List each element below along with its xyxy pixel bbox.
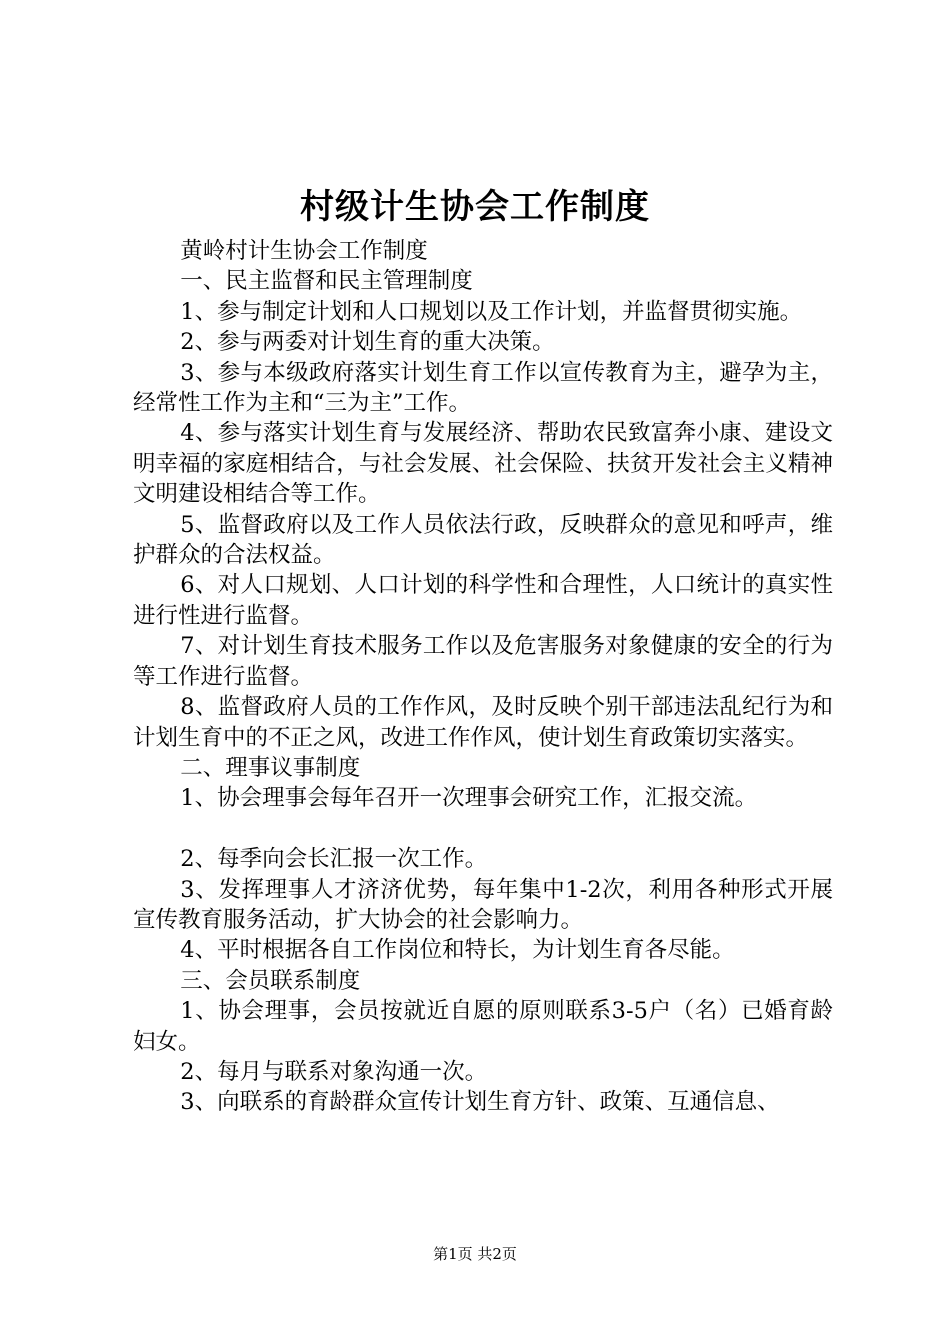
section-heading: 一、民主监督和民主管理制度 [180,268,473,295]
paragraph: 4、参与落实计划生育与发展经济、帮助农民致富奔小康、建设文明幸福的家庭相结合，与社会发展、社会保险、扶贫开发社会主义精神文明建设相结合等工作。 [133,420,833,508]
paragraph: 2、每月与联系对象沟通一次。 [180,1058,488,1085]
paragraph: 4、平时根据各自工作岗位和特长，为计划生育各尽能。 [180,937,735,964]
section-heading: 三、会员联系制度 [180,967,361,994]
paragraph: 8、监督政府人员的工作作风，及时反映个别干部违法乱纪行为和计划生育中的不正之风，改进工作作风，使计划生育政策切实落实。 [133,694,833,751]
paragraph: 黄岭村计生协会工作制度 [180,238,428,264]
paragraph: 3、向联系的育龄群众宣传计划生育方针、政策、互通信息、 [180,1089,780,1116]
paragraph: 6、对人口规划、人口计划的科学性和合理性，人口统计的真实性进行性进行监督。 [133,572,833,629]
paragraph: 1、协会理事会每年召开一次理事会研究工作，汇报交流。 [180,785,758,812]
document-title: 村级计生协会工作制度 [300,187,650,227]
paragraph: 3、参与本级政府落实计划生育工作以宣传教育为主，避孕为主，经常性工作为主和“三为主”工作。 [133,359,833,417]
paragraph: 2、参与两委对计划生育的重大决策。 [180,329,555,356]
section-heading: 二、理事议事制度 [180,754,361,781]
paragraph: 3、发挥理事人才济济优势，每年集中1-2次，利用各种形式开展宣传教育服务活动，扩大协会的社会影响力。 [133,876,833,933]
page-footer: 第1页 共2页 [433,1245,517,1263]
paragraph: 5、监督政府以及工作人员依法行政，反映群众的意见和呼声，维护群众的合法权益。 [133,511,833,569]
paragraph: 1、协会理事，会员按就近自愿的原则联系3-5户（名）已婚育龄妇女。 [133,998,833,1055]
document-body [133,236,833,1118]
paragraph: 1、参与制定计划和人口规划以及工作计划，并监督贯彻实施。 [180,298,803,325]
paragraph: 7、对计划生育技术服务工作以及危害服务对象健康的安全的行为等工作进行监督。 [133,633,833,690]
paragraph: 2、每季向会长汇报一次工作。 [180,846,488,873]
